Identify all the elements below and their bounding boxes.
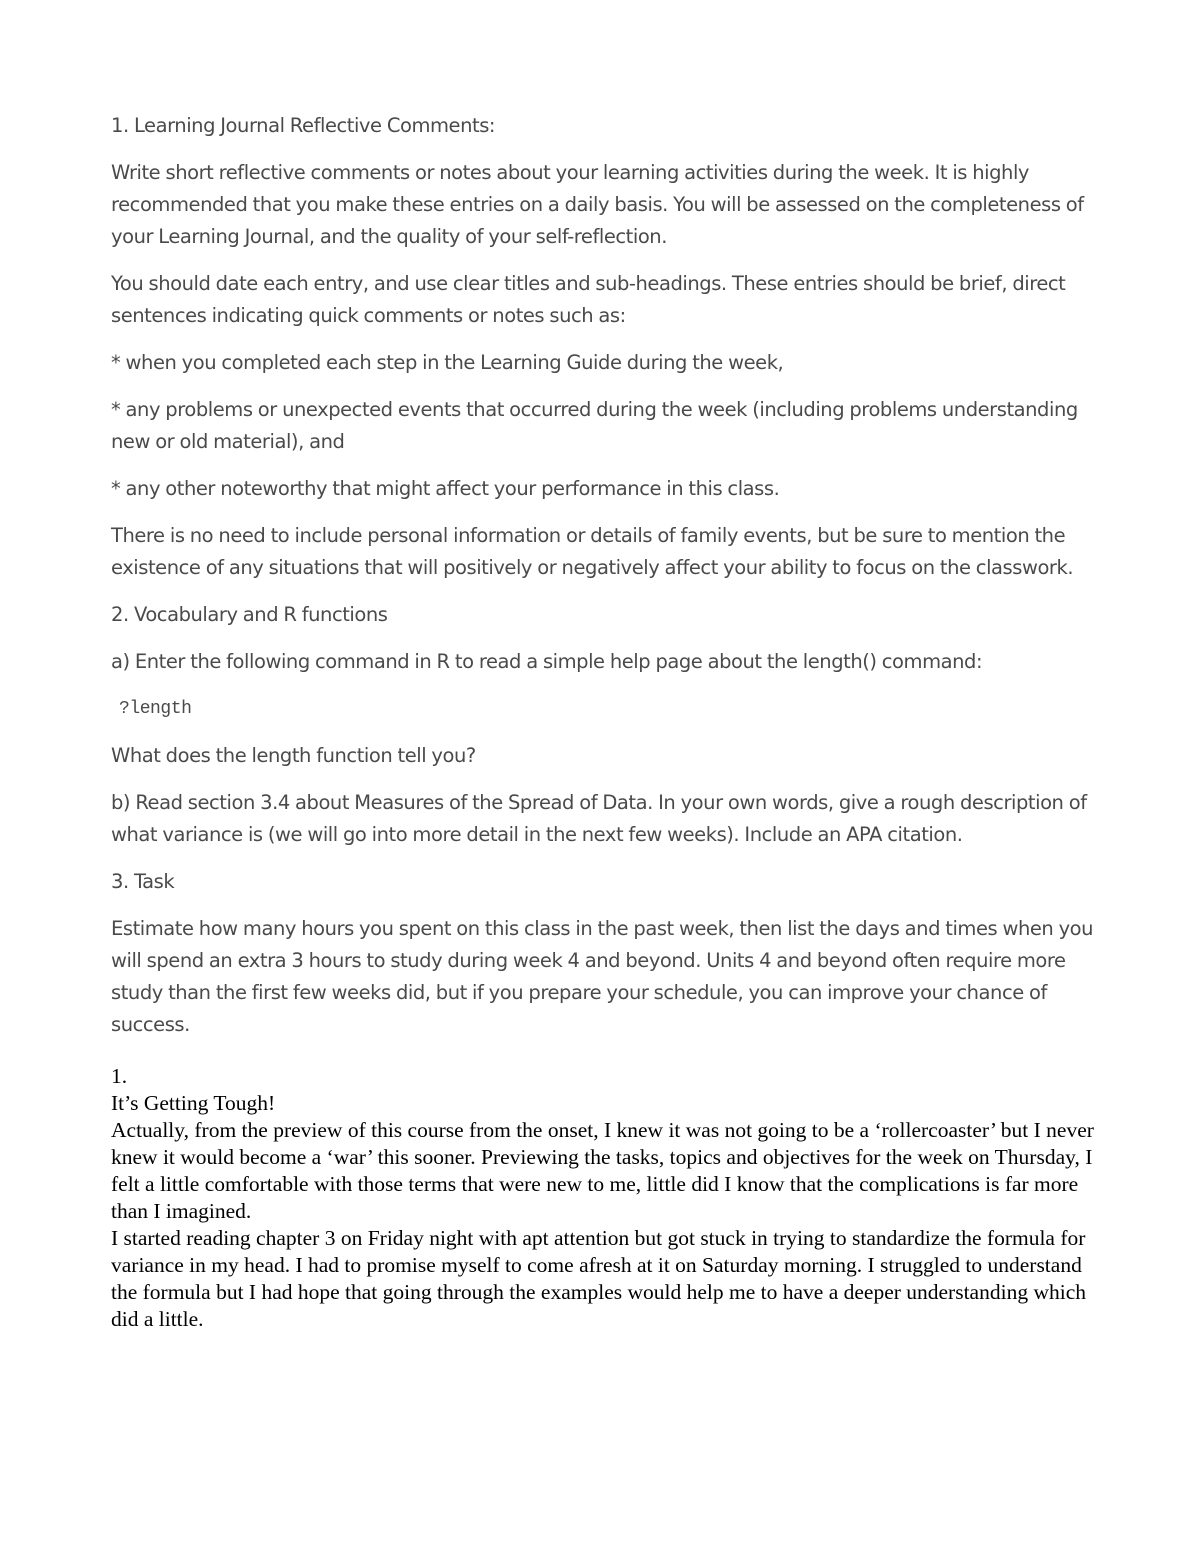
bullet-item: * when you completed each step in the Learning Guide during the week, <box>111 351 784 374</box>
assignment-instructions <box>111 110 1096 1041</box>
instruction-paragraph: Write short reflective comments or notes about your learning activities during the week. It is highly recommended that you make these entries on a daily basis. You will be assessed on the completeness of your Learning Journal, and the quality of your self-reflection. <box>111 161 1084 248</box>
bullet-item: * any other noteworthy that might affect your performance in this class. <box>111 477 780 500</box>
instruction-paragraph: You should date each entry, and use clear titles and sub-headings. These entries should be brief, direct sentences indicating quick comments or notes such as: <box>111 272 1066 327</box>
part-a-text: a) Enter the following command in R to read a simple help page about the length() command: <box>111 650 983 673</box>
journal-answer <box>111 1063 1096 1333</box>
document-page <box>111 110 1096 1333</box>
question-a-text: What does the length function tell you? <box>111 744 476 767</box>
answer-title: It’s Getting Tough! <box>111 1091 276 1115</box>
heading-learning-journal: 1. Learning Journal Reflective Comments: <box>111 114 496 137</box>
answer-paragraph: Actually, from the preview of this course from the onset, I knew it was not going to be a ‘rollercoaster’ but I never knew it would become a ‘war’ this sooner. Previewing the tasks, topics and objectives for the week on Thursday, I felt a little comfortable with those terms that were new to me, little did I know that the complications is far more than I imagined. <box>111 1118 1094 1223</box>
answer-number: 1. <box>111 1064 128 1088</box>
bullet-item: * any problems or unexpected events that occurred during the week (including problems understanding new or old material), and <box>111 398 1078 453</box>
task-paragraph: Estimate how many hours you spent on this class in the past week, then list the days and times when you will spend an extra 3 hours to study during week 4 and beyond. Units 4 and beyond often require more study than the first few weeks did, but if you prepare your schedule, you can improve your chance of success. <box>111 917 1094 1036</box>
part-b-text: b) Read section 3.4 about Measures of the Spread of Data. In your own words, give a rough description of what variance is (we will go into more detail in the next few weeks). Include an APA citation. <box>111 791 1087 846</box>
heading-task: 3. Task <box>111 870 175 893</box>
code-snippet: ?length <box>119 699 192 719</box>
answer-paragraph: I started reading chapter 3 on Friday night with apt attention but got stuck in trying to standardize the formula for variance in my head. I had to promise myself to come afresh at it on Saturday morning. I struggled to understand the formula but I had hope that going through the examples would help me to have a deeper understanding which did a little. <box>111 1226 1086 1331</box>
instruction-paragraph: There is no need to include personal information or details of family events, but be sure to mention the existence of any situations that will positively or negatively affect your ability to focus on the classwork. <box>111 524 1074 579</box>
heading-vocabulary: 2. Vocabulary and R functions <box>111 603 388 626</box>
